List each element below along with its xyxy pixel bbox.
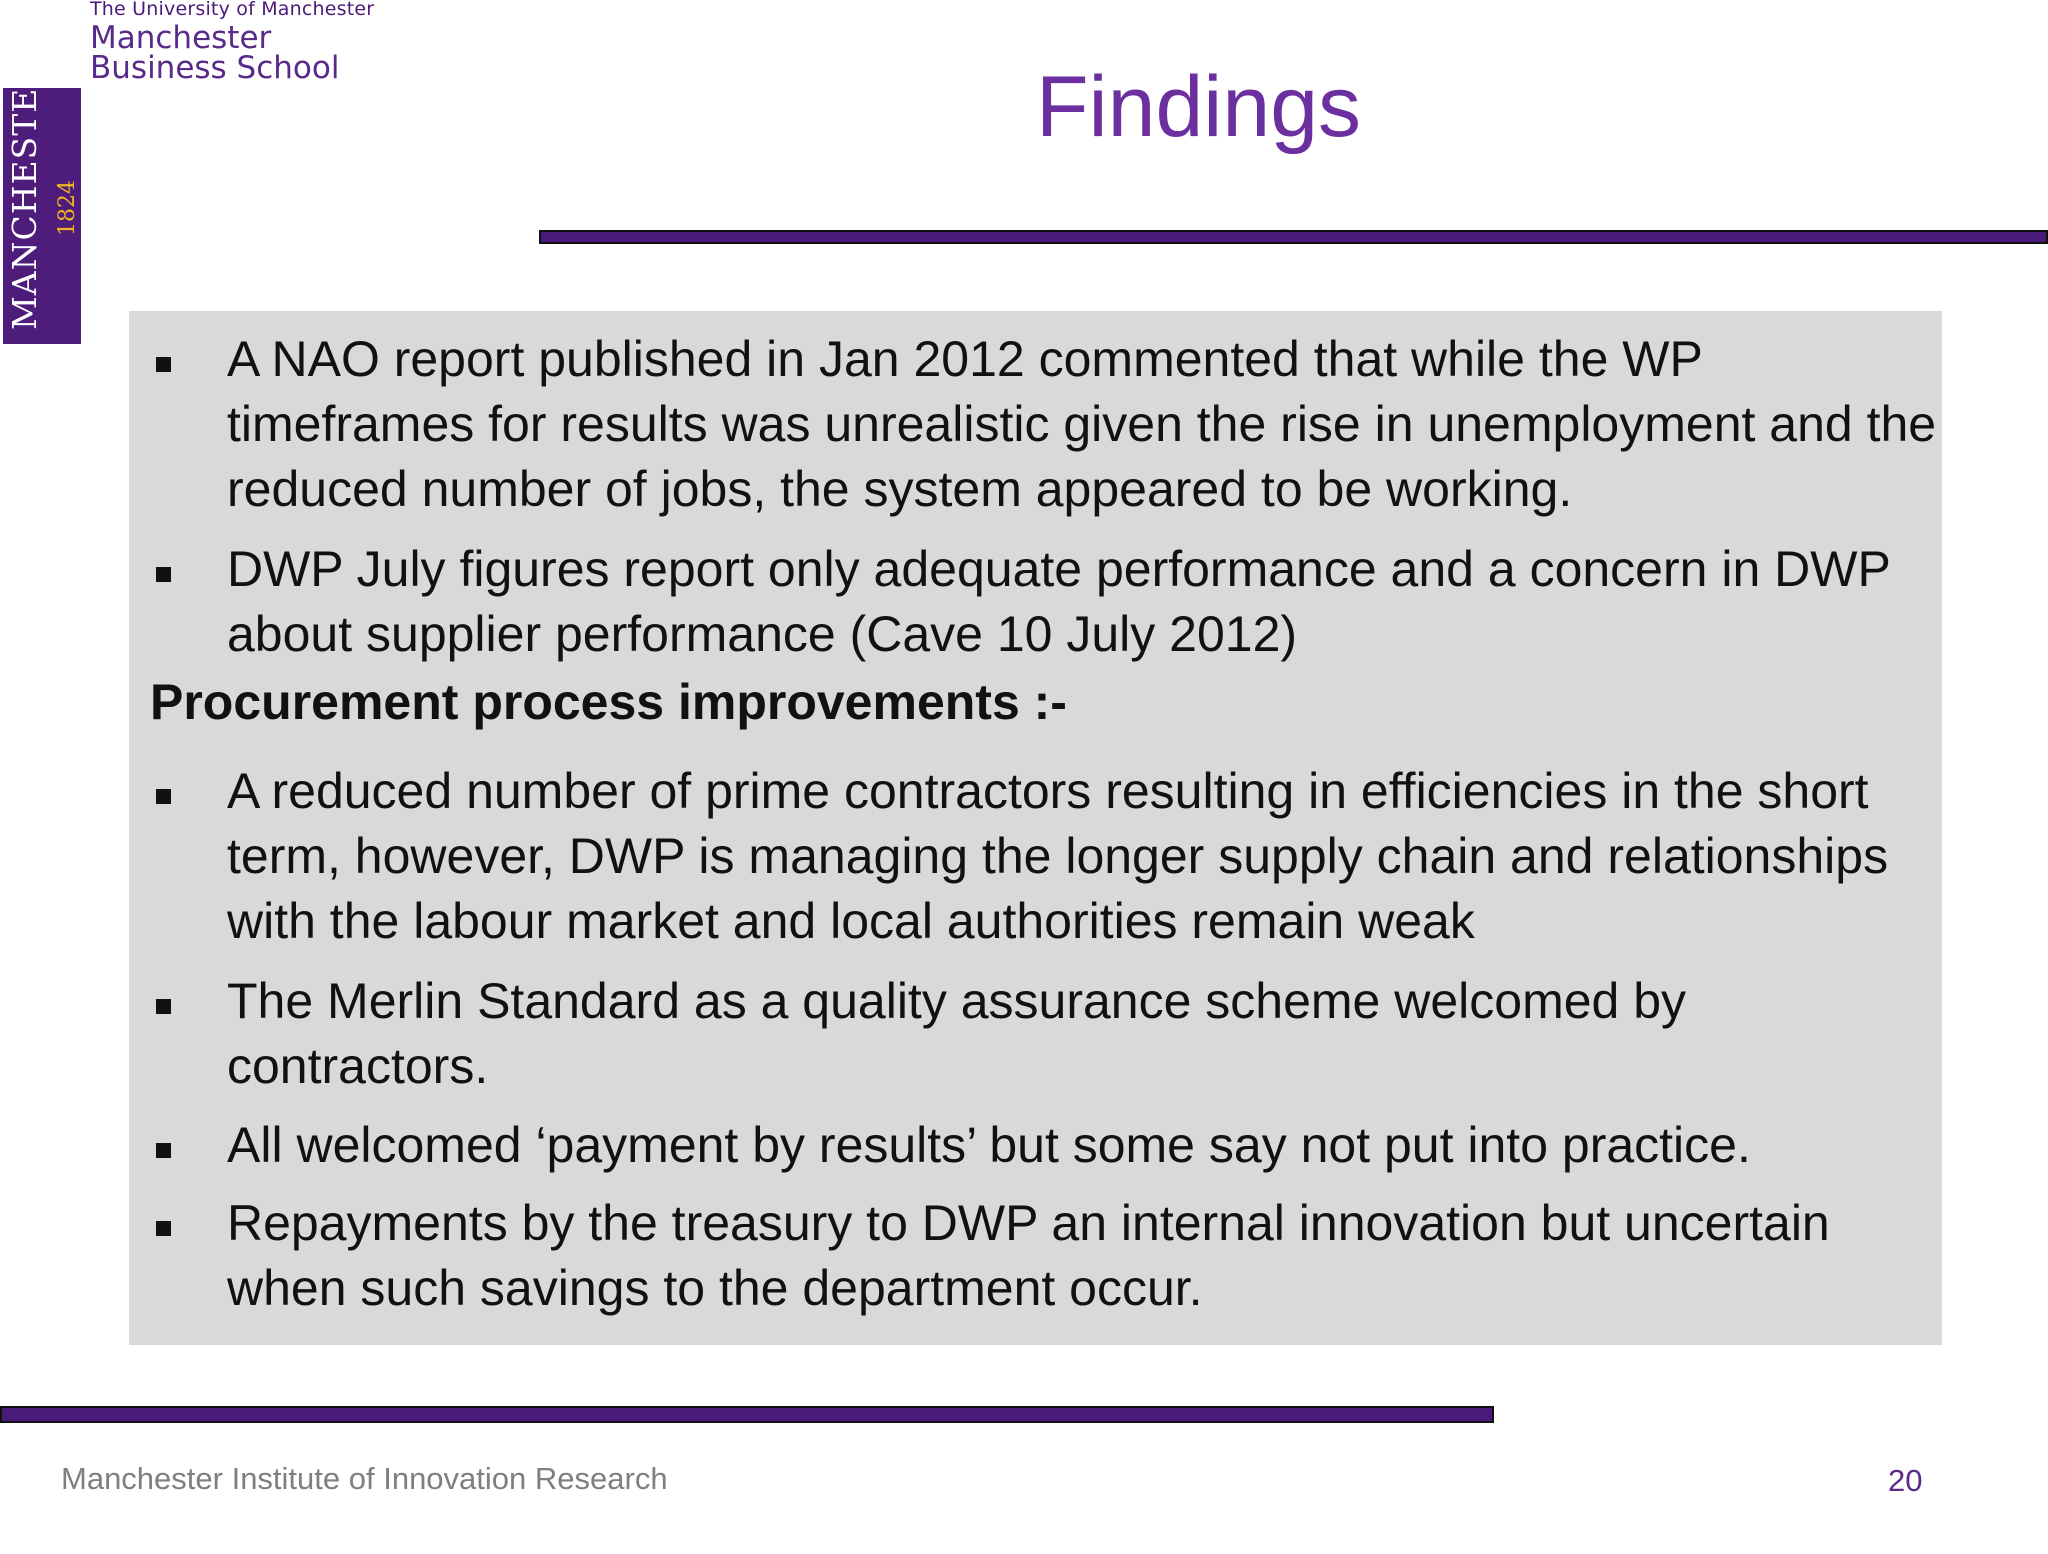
bullet-text: A reduced number of prime contractors resulting in efficiencies in the short term, however, DWP is managing the longer supply chain and relationships with the labour market and local authorities remain weak xyxy=(227,763,1889,949)
university-name: The University of Manchester xyxy=(90,0,375,20)
title-divider xyxy=(539,230,2048,244)
footer-institute: Manchester Institute of Innovation Research xyxy=(61,1461,668,1496)
school-name-line2: Business School xyxy=(90,50,340,86)
bullet-marker xyxy=(156,357,171,372)
content-panel xyxy=(129,311,1942,1345)
bullet-marker xyxy=(156,999,171,1014)
footer-divider xyxy=(0,1406,1494,1423)
bullet-text: All welcomed ‘payment by results’ but some say not put into practice. xyxy=(227,1117,1751,1173)
bullet-marker xyxy=(156,789,171,804)
slide-title: Findings xyxy=(1036,59,1362,155)
manchester-crest xyxy=(3,61,81,344)
crest-year: 1824 xyxy=(55,180,80,236)
bullet-text: Repayments by the treasury to DWP an internal innovation but uncertain when such savings to the department occur. xyxy=(227,1195,1830,1316)
bullet-text: The Merlin Standard as a quality assurance scheme welcomed by contractors. xyxy=(227,973,1687,1094)
school-name-line1: Manchester xyxy=(90,20,272,56)
bullet-marker xyxy=(156,1221,171,1236)
section-subheading: Procurement process improvements :- xyxy=(150,674,1067,730)
bullet-text: DWP July figures report only adequate performance and a concern in DWP about supplier performance (Cave 10 July 2012) xyxy=(227,541,1890,662)
bullet-marker xyxy=(156,567,171,582)
page-number: 20 xyxy=(1888,1463,1923,1498)
crest-name: MANCHESTER xyxy=(5,61,44,330)
bullet-text: A NAO report published in Jan 2012 commented that while the WP timeframes for results was unrealistic given the rise in unemployment and the reduced number of jobs, the system appeared to be working. xyxy=(227,331,1937,517)
bullet-marker xyxy=(156,1143,171,1158)
